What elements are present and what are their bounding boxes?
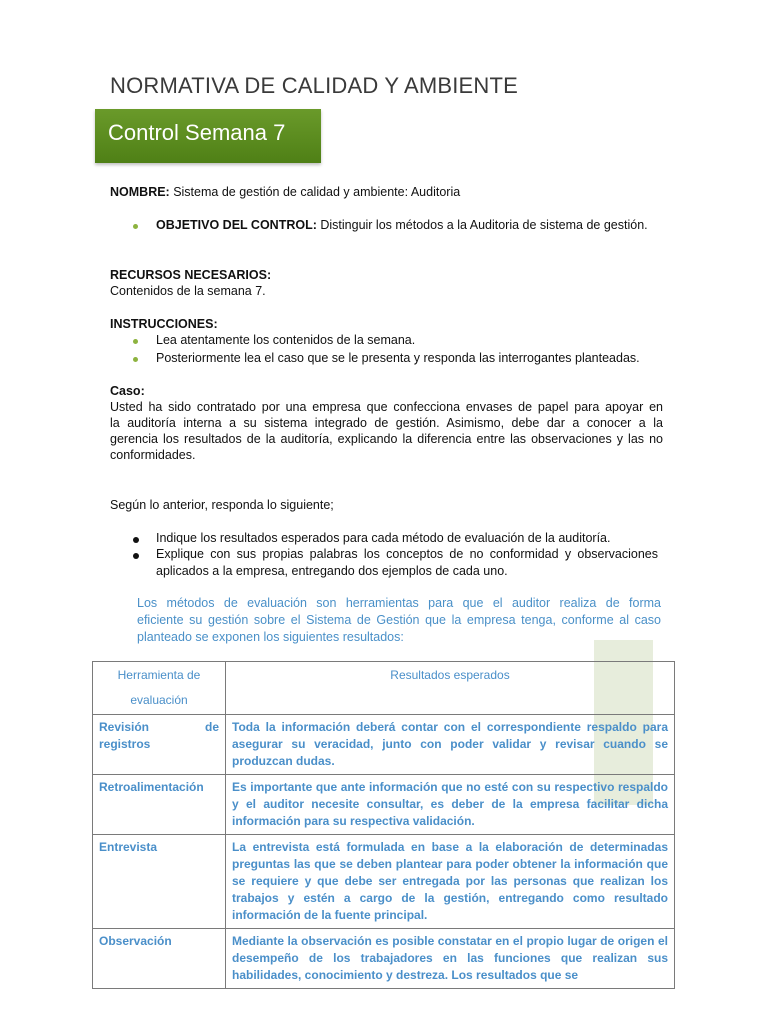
respuesta-line: planteado se exponen los siguientes resultados: — [137, 630, 404, 644]
bullet-icon — [133, 339, 138, 344]
banner-label: Control Semana 7 — [108, 120, 286, 145]
table-row — [93, 715, 675, 775]
table-row — [93, 929, 675, 989]
respuesta-line: Los métodos de evaluación son herramientas para que el auditor realiza de forma — [137, 596, 661, 610]
objetivo-value: Distinguir los métodos a la Auditoria de sistema de gestión. — [316, 218, 648, 232]
nombre-label: NOMBRE: — [110, 185, 170, 199]
objetivo-label: OBJETIVO DEL CONTROL: — [156, 218, 317, 232]
nombre-line — [110, 185, 460, 199]
recursos-label: RECURSOS NECESARIOS: — [110, 268, 272, 282]
result-cell: La entrevista está formulada en base a la elaboración de determinadas preguntas las que se deben plantear para poder obtener la información que se requiere y que debe ser entregada por las personas que realizan los trabajos y estén a cargo de la gestión, entregando como resultado información de la fuente principal. — [226, 835, 675, 929]
caso-line: gerencia los resultados de la auditoría, explicando la diferencia entre las observaciones y las no — [110, 432, 663, 446]
recursos-value: Contenidos de la semana 7. — [110, 284, 266, 298]
tool-cell: Revisión de registros — [93, 715, 226, 775]
instrucciones-label: INSTRUCCIONES: — [110, 317, 218, 331]
caso-line: conformidades. — [110, 448, 196, 462]
caso-label: Caso: — [110, 384, 145, 398]
bullet-icon — [133, 537, 139, 543]
pregunta-item-cont: aplicados a la empresa, entregando dos ejemplos de cada uno. — [156, 564, 508, 578]
table-row — [93, 775, 675, 835]
bullet-icon — [133, 224, 138, 229]
document-title: NORMATIVA DE CALIDAD Y AMBIENTE — [110, 73, 519, 98]
tool-cell: Observación — [93, 929, 226, 989]
pregunta-item: Explique con sus propias palabras los conceptos de no conformidad y observaciones — [156, 547, 658, 561]
tool-cell: Retroalimentación — [93, 775, 226, 835]
tool-cell: Entrevista — [93, 835, 226, 929]
objetivo-line — [156, 218, 648, 232]
pregunta-item: Indique los resultados esperados para cada método de evaluación de la auditoría. — [156, 531, 611, 545]
respuesta-line: eficiente su gestión sobre el Sistema de Gestión que la empresa tenga, conforme al caso — [137, 613, 661, 627]
nombre-value: Sistema de gestión de calidad y ambiente: Auditoria — [169, 185, 461, 199]
segun-text: Según lo anterior, responda lo siguiente; — [110, 498, 334, 512]
table-row — [93, 835, 675, 929]
result-cell: Mediante la observación es posible constatar en el propio lugar de origen el desempeño de los trabajadores en las funciones que realizan sus habilidades, conocimiento y destreza. Los resultados que se — [226, 929, 675, 989]
header-herramienta: Herramienta de evaluación — [93, 662, 226, 715]
header-resultados: Resultados esperados — [226, 662, 675, 715]
bullet-icon — [133, 553, 139, 559]
evaluation-table — [92, 661, 675, 989]
bullet-icon — [133, 357, 138, 362]
instruccion-item: Lea atentamente los contenidos de la semana. — [156, 333, 416, 347]
caso-line: la auditoría interna a su sistema integrado de gestión. Asimismo, debe dar a conocer a la — [110, 416, 663, 430]
caso-line: Usted ha sido contratado por una empresa que confecciona envases de papel para apoyar en — [110, 400, 663, 414]
table-header-row — [93, 662, 675, 715]
week-banner — [95, 109, 321, 163]
instruccion-item: Posteriormente lea el caso que se le presenta y responda las interrogantes planteadas. — [156, 351, 640, 365]
result-cell: Toda la información deberá contar con el correspondiente respaldo para asegurar su veracidad, junto con poder validar y revisar cuando se produzcan dudas. — [226, 715, 675, 775]
result-cell: Es importante que ante información que no esté con su respectivo respaldo y el auditor necesite consultar, es deber de la empresa facilitar dicha información para su respectiva validación. — [226, 775, 675, 835]
